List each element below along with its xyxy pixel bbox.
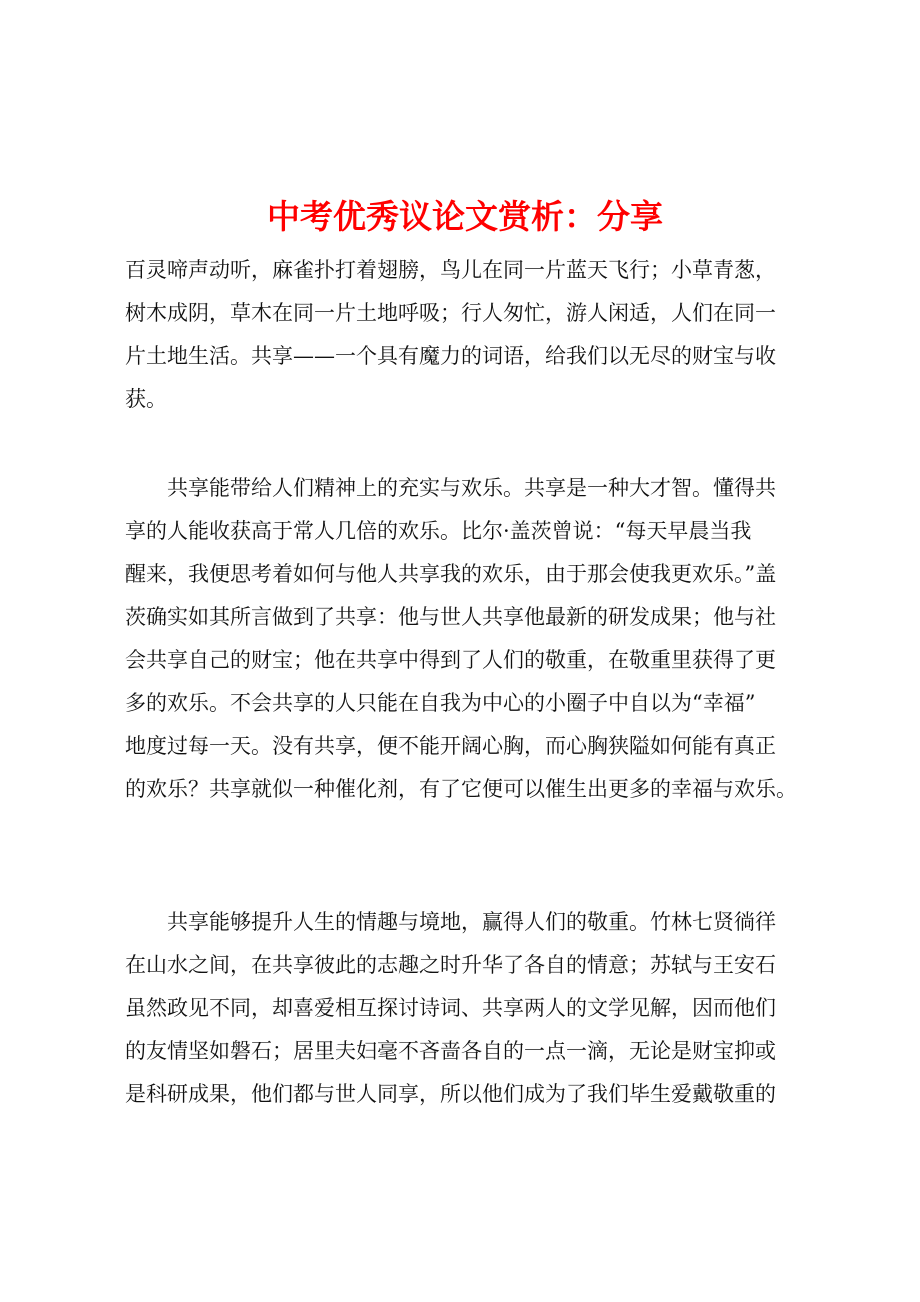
text-line: 百灵啼声动听，麻雀扑打着翅膀，鸟儿在同一片蓝天飞行；小草青葱，: [125, 258, 776, 282]
paragraph-respect: [125, 901, 815, 1116]
text-line: 醒来，我便思考着如何与他人共享我的欢乐，由于那会使我更欢乐。”盖: [125, 562, 777, 586]
text-line: 的友情坚如磐石；居里夫妇毫不吝啬各自的一点一滴，无论是财宝抑或: [125, 1039, 776, 1063]
document-title: 中考优秀议论文赏析：分享: [267, 197, 663, 236]
text-line: 茨确实如其所言做到了共享：他与世人共享他最新的研发成果；他与社: [125, 605, 776, 629]
text-line: 在山水之间，在共享彼此的志趣之时升华了各自的情意；苏轼与王安石: [125, 953, 776, 977]
text-line: 地度过每一天。没有共享，便不能开阔心胸，而心胸狭隘如何能有真正: [125, 734, 776, 758]
text-line: 虽然政见不同，却喜爱相互探讨诗词、共享两人的文学见解，因而他们: [125, 996, 776, 1020]
text-line: 多的欢乐。不会共享的人只能在自我为中心的小圈子中自以为“幸福”: [125, 691, 756, 715]
text-line: 享的人能收获高于常人几倍的欢乐。比尔·盖茨曾说：“每天早晨当我: [125, 519, 752, 543]
text-line: 共享能带给人们精神上的充实与欢乐。共享是一种大才智。懂得共: [167, 476, 776, 500]
text-line: 共享能够提升人生的情趣与境地，赢得人们的敬重。竹林七贤徜徉: [167, 910, 776, 934]
text-line: 片土地生活。共享——一个具有魔力的词语，给我们以无尽的财宝与收: [125, 344, 776, 368]
text-line: 是科研成果，他们都与世人同享，所以他们成为了我们毕生爱戴敬重的: [125, 1082, 776, 1106]
text-line: 树木成阴，草木在同一片土地呼吸；行人匆忙，游人闲适，人们在同一: [125, 301, 776, 325]
text-line: 的欢乐？共享就似一种催化剂，有了它便可以催生出更多的幸福与欢乐。: [125, 777, 797, 801]
text-line: 会共享自己的财宝；他在共享中得到了人们的敬重，在敬重里获得了更: [125, 648, 776, 672]
paragraph-joy: [125, 467, 815, 811]
paragraph-intro: [125, 249, 815, 421]
text-line: 获。: [125, 387, 167, 411]
